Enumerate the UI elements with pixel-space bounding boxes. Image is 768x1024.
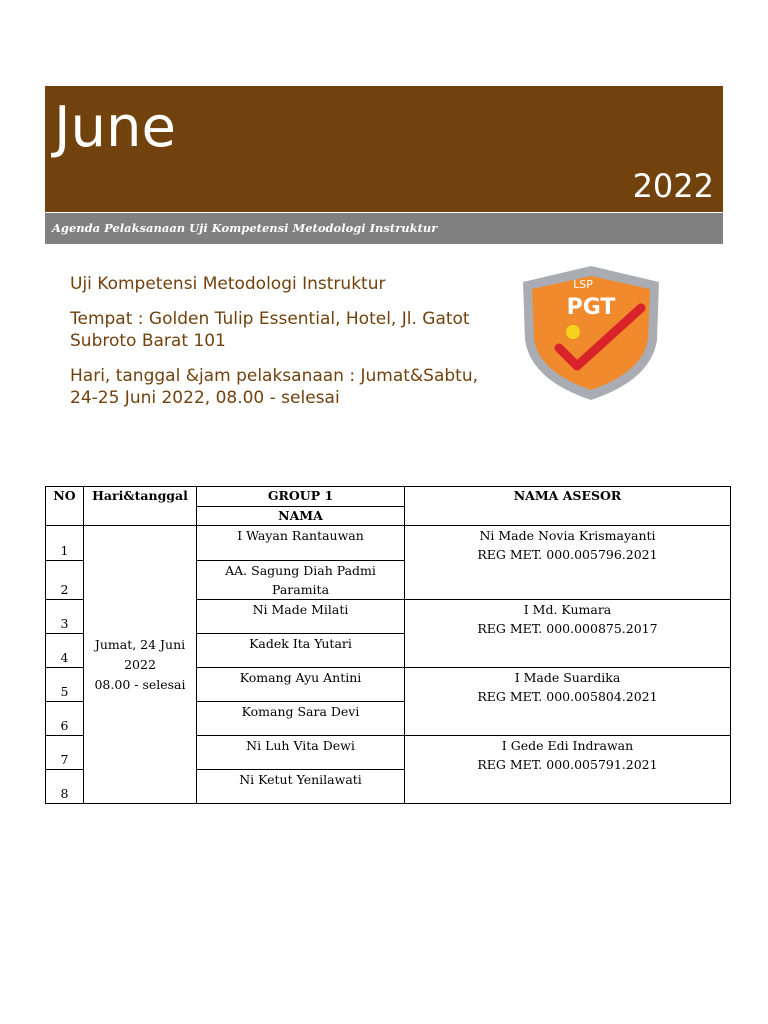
row-no: 4 (46, 634, 84, 668)
row-no: 7 (46, 736, 84, 770)
event-info (70, 273, 490, 422)
asesor-cell (405, 526, 731, 600)
asesor-cell (405, 600, 731, 668)
row-no: 2 (46, 561, 84, 600)
asesor-reg: REG MET. 000.005804.2021 (477, 689, 658, 704)
schedule-table (45, 486, 731, 804)
year-title: 2022 (632, 167, 714, 205)
lsp-pgt-shield-logo (517, 262, 665, 404)
participant-name: Kadek Ita Yutari (197, 634, 405, 668)
participant-name: Ni Made Milati (197, 600, 405, 634)
row-no: 1 (46, 526, 84, 561)
row-no: 6 (46, 702, 84, 736)
header-group: GROUP 1 (197, 487, 405, 507)
day-line: 08.00 - selesai (94, 676, 186, 692)
participant-name: Komang Ayu Antini (197, 668, 405, 702)
header-name: NAMA (197, 507, 405, 526)
day-line: Jumat, 24 Juni (94, 636, 186, 652)
logo-dot-icon (566, 325, 580, 339)
asesor-reg: REG MET. 000.005796.2021 (477, 547, 658, 562)
participant-name: Komang Sara Devi (197, 702, 405, 736)
month-title: June (54, 95, 176, 160)
day-cell (84, 526, 197, 804)
agenda-subtitle: Agenda Pelaksanaan Uji Kompetensi Metodologi Instruktur (52, 221, 438, 235)
logo-top-text: LSP (573, 278, 593, 291)
asesor-cell (405, 668, 731, 736)
asesor-reg: REG MET. 000.000875.2017 (477, 621, 658, 636)
day-line: 2022 (124, 656, 156, 672)
event-title: Uji Kompetensi Metodologi Instruktur (70, 274, 386, 294)
event-place: Tempat : Golden Tulip Essential, Hotel, Jl. Gatot Subroto Barat 101 (70, 309, 470, 351)
month-banner (45, 86, 723, 212)
header-asesor: NAMA ASESOR (405, 487, 731, 526)
asesor-name: I Made Suardika (514, 670, 621, 685)
header-day: Hari&tanggal (84, 487, 197, 526)
participant-name: AA. Sagung Diah Padmi Paramita (197, 561, 405, 600)
asesor-cell (405, 736, 731, 804)
participant-name: Ni Ketut Yenilawati (197, 770, 405, 804)
participant-name: Ni Luh Vita Dewi (197, 736, 405, 770)
asesor-reg: REG MET. 000.005791.2021 (477, 757, 658, 772)
logo-main-text: PGT (566, 295, 616, 320)
agenda-subtitle-bar (45, 213, 723, 244)
asesor-name: I Md. Kumara (523, 602, 612, 617)
participant-name: I Wayan Rantauwan (197, 526, 405, 561)
event-time: Hari, tanggal &jam pelaksanaan : Jumat&Sabtu, 24-25 Juni 2022, 08.00 - selesai (70, 366, 479, 408)
row-no: 8 (46, 770, 84, 804)
asesor-name: Ni Made Novia Krismayanti (479, 528, 656, 543)
header-no: NO (46, 487, 84, 526)
row-no: 3 (46, 600, 84, 634)
row-no: 5 (46, 668, 84, 702)
asesor-name: I Gede Edi Indrawan (501, 738, 634, 753)
